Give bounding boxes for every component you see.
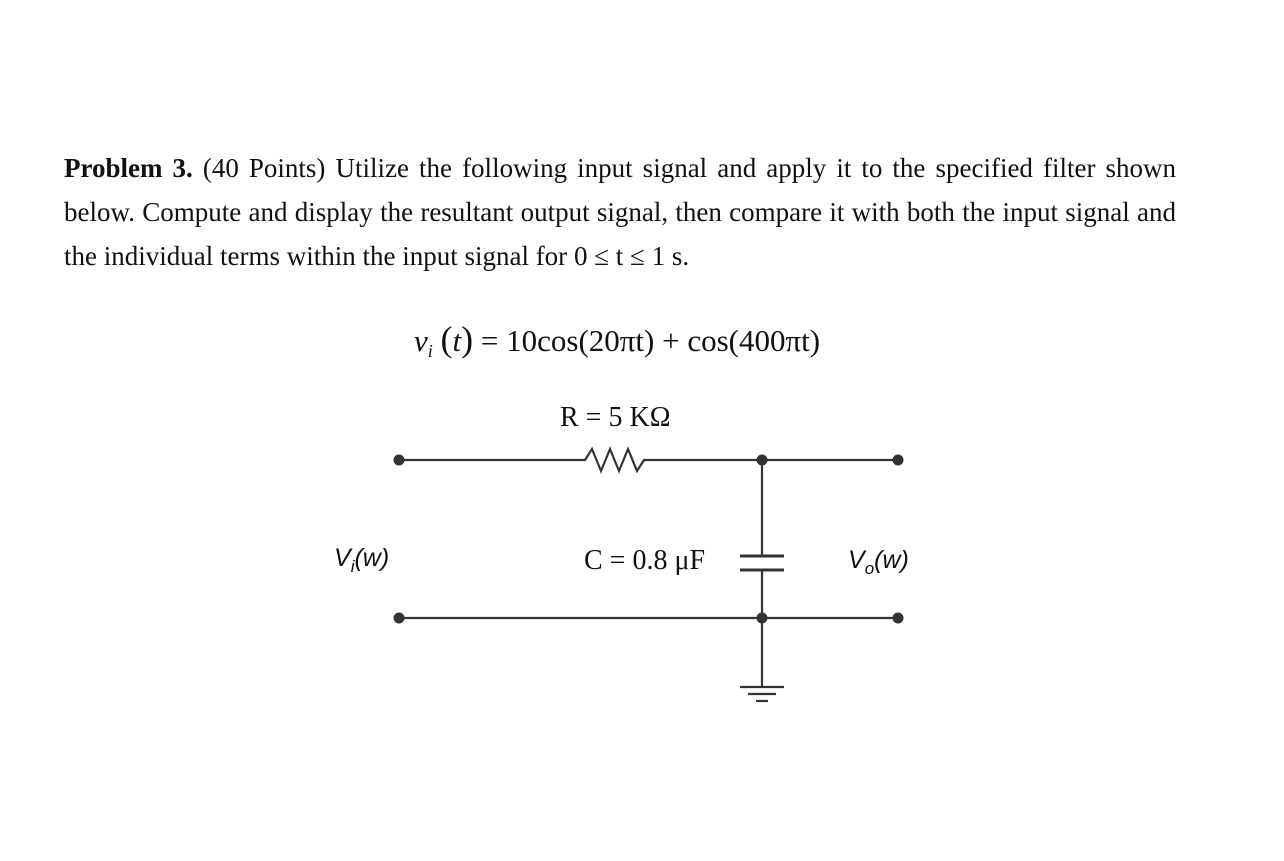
problem-heading: Problem 3. <box>64 153 193 183</box>
input-voltage-subscript: i <box>350 557 355 576</box>
equation-lhs-argument: t <box>452 323 462 358</box>
output-voltage-argument: (w) <box>874 546 909 574</box>
output-voltage-subscript: o <box>864 559 875 578</box>
junction-bottom <box>757 613 768 624</box>
input-terminal-top <box>394 455 405 466</box>
output-terminal-top <box>893 455 904 466</box>
resistor-symbol <box>578 449 651 471</box>
input-terminal-bottom <box>394 613 405 624</box>
equation-lhs-subscript: i <box>427 341 433 361</box>
time-range-end: . <box>682 241 690 271</box>
resistor-label: R = 5 KΩ <box>560 402 671 433</box>
problem-points: (40 Points) <box>202 153 326 183</box>
input-voltage-argument: (w) <box>354 544 390 572</box>
time-range: 0 ≤ t ≤ 1 s <box>573 241 683 271</box>
output-terminal-bottom <box>893 613 904 624</box>
junction-top <box>757 455 768 466</box>
equation-lhs-symbol: v <box>414 323 428 358</box>
input-signal-equation: $v_i$ (t) = 10cos(20πt) + cos(400πt) <box>414 319 821 361</box>
output-voltage-label: $V_o(w)$ <box>848 546 909 578</box>
equation-rhs: = 10cos(20πt) + cos(400πt) <box>480 323 821 358</box>
problem-body: Utilize the following input signal and apply it to the specified filter shown below. Compute and display the resultant output signal, then compare it with both the input signal and the individual terms within the input signal for <box>64 153 1177 271</box>
input-voltage-label: $V_i(w)$ <box>334 544 390 576</box>
capacitor-label: C = 0.8 μF <box>584 545 706 576</box>
